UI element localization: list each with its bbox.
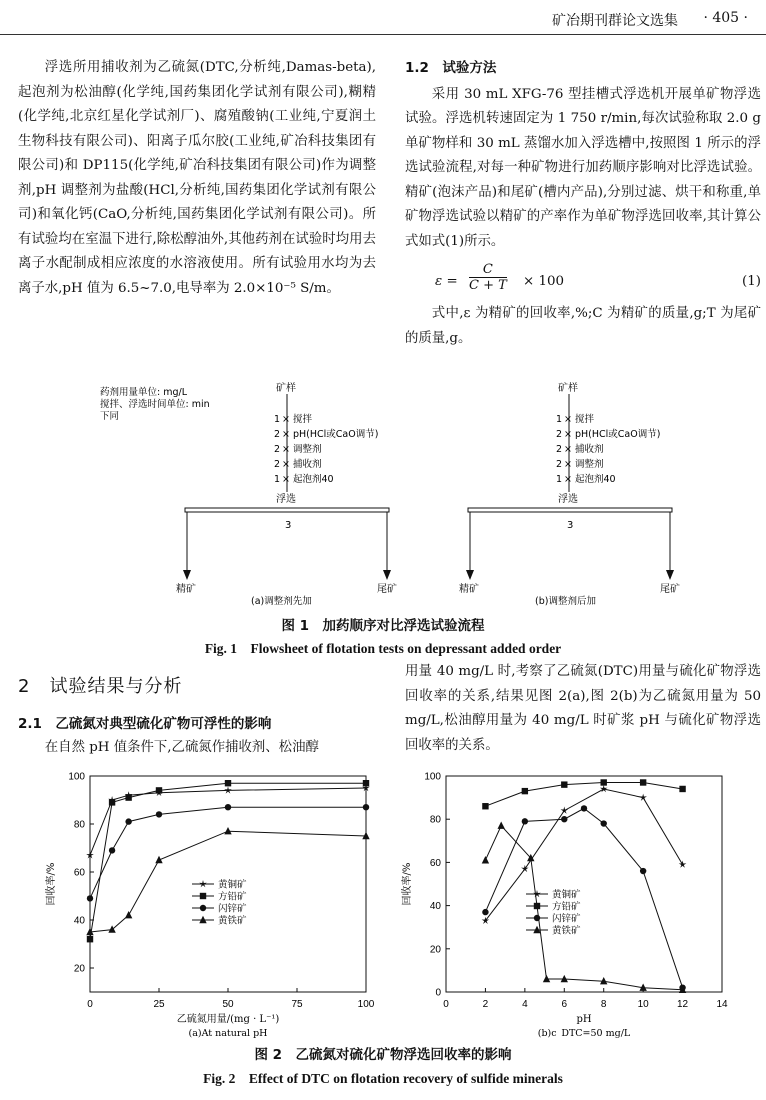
series-line: [485, 783, 682, 807]
circle-marker: [109, 847, 115, 853]
square-marker: [640, 779, 646, 785]
x-tick-label: 0: [87, 999, 93, 1010]
circle-marker: [640, 868, 646, 874]
sample-label-b: 矿样: [558, 383, 578, 394]
star-marker: [679, 861, 687, 868]
units-note-3: 下同: [100, 411, 120, 422]
x-axis-label: pH: [576, 1014, 592, 1025]
square-marker: [109, 799, 115, 805]
square-marker: [522, 788, 528, 794]
step-time: 1: [556, 414, 563, 425]
step-list-b: [556, 413, 660, 485]
step-label: 捕收剂: [293, 459, 322, 470]
legend-label: 黄铁矿: [552, 925, 581, 937]
page-number: · 405 ·: [703, 10, 748, 26]
step-list-a: [274, 413, 378, 485]
cross-icon: ×: [564, 414, 572, 425]
step-time: 1: [274, 474, 281, 485]
cross-icon: ×: [564, 459, 572, 470]
arrow-down-icon: [383, 570, 391, 580]
step-time: 2: [556, 444, 563, 455]
section-1-2-heading: 1.2 试验方法: [405, 60, 497, 76]
square-marker: [482, 803, 488, 809]
flotation-time-a: 3: [285, 520, 292, 531]
circle-marker: [561, 816, 567, 822]
units-note-2: 搅拌、浮选时间单位: min: [100, 399, 210, 410]
page-header: [0, 0, 766, 35]
section-2-1-text-right: 用量 40 mg/L 时,考察了乙硫氮(DTC)用量与硫化矿物浮选回收率的关系,结果见图 2(a),图 2(b)为乙硫氮用量为 50 mg/L,松油醇用量为 40 mg/L 时矿浆 pH 与硫化矿物浮选回收率的关系。: [405, 664, 761, 753]
chart-caption: (b)c_DTC=50 mg/L: [537, 1028, 631, 1038]
arrow-down-icon: [183, 570, 191, 580]
step-label: 调整剂: [293, 444, 322, 455]
flowsheet-svg: [0, 380, 766, 630]
units-note-1: 药剂用量单位: mg/L: [100, 387, 187, 398]
step-label: 捕收剂: [575, 444, 604, 455]
cross-icon: ×: [282, 474, 290, 485]
star-marker: [521, 865, 529, 872]
tail-label-b: 尾矿: [660, 584, 680, 595]
square-marker: [200, 893, 206, 899]
circle-marker: [601, 820, 607, 826]
x-tick-label: 100: [357, 999, 375, 1010]
chart-a-svg: [40, 768, 380, 1038]
x-axis-label: 乙硫氮用量/(mg · L⁻¹): [176, 1014, 280, 1025]
fig1-caption-en: Fig. 1 Flowsheet of flotation tests on depressant added order: [204, 641, 562, 656]
y-tick-label: 100: [68, 771, 85, 783]
flowsheet-b: [459, 381, 680, 607]
circle-marker: [200, 905, 206, 911]
x-tick-label: 2: [482, 999, 489, 1010]
square-marker: [534, 903, 540, 909]
step-time: 1: [274, 414, 281, 425]
square-marker: [363, 780, 369, 786]
y-tick-label: 20: [73, 963, 85, 975]
step-label: 搅拌: [575, 414, 595, 425]
x-tick-label: 12: [677, 999, 689, 1010]
formula-denominator: C + T: [469, 278, 507, 293]
left-column-text: [18, 56, 376, 301]
x-tick-label: 14: [716, 999, 728, 1010]
step-label: pH(HCl或CaO调节): [575, 429, 661, 440]
caption-b: (b)调整剂后加: [535, 596, 596, 607]
flotation-label-b: 浮选: [558, 494, 578, 505]
x-tick-label: 0: [443, 999, 449, 1010]
formula-fraction: [469, 262, 507, 293]
fig1-caption-cn: 图 1 加药顺序对比浮选试验流程: [281, 618, 485, 634]
arrow-down-icon: [666, 570, 674, 580]
chart-b-svg: [396, 768, 736, 1038]
formula-lhs: ε =: [435, 274, 458, 289]
circle-marker: [225, 804, 231, 810]
conc-label-a: 精矿: [176, 584, 196, 595]
arrow-down-icon: [466, 570, 474, 580]
circle-marker: [87, 895, 93, 901]
circle-marker: [363, 804, 369, 810]
formula-1: [405, 262, 761, 296]
x-tick-label: 8: [600, 999, 607, 1010]
formula-numerator: C: [469, 262, 507, 278]
square-marker: [225, 780, 231, 786]
y-tick-label: 80: [429, 814, 441, 826]
series-line: [485, 808, 682, 987]
reagents-paragraph: 浮选所用捕收剂为乙硫氮(DTC,分析纯,Damas-beta),起泡剂为松油醇(化学纯,国药集团化学试剂有限公司),糊精(化学纯,北京红星化学试剂厂)、腐殖酸钠(工业纯,宁夏润土生物科技有限公司)、阳离子瓜尔胶(工业纯,矿冶科技集团有限公司)和 DP115(化学纯,矿冶科技集团有限公司)作为调整剂,pH 调整剂为盐酸(HCl,分析纯,国药集团化学试剂有限公司)和氧化钙(CaO,分析纯,国药集团化学试剂有限公司)。所有试验均在室温下进行,除松醇油外,其他药剂在试验时均用去离子水配制成相应浓度的水溶液使用。所有试验用水均为去离子水,pH 值为 6.5~7.0,电导率为 2.0×10⁻⁵ S/m。: [18, 60, 376, 296]
cross-icon: ×: [564, 444, 572, 455]
triangle-marker: [482, 856, 489, 863]
section-2-1-heading: 2.1 乙硫氮对典型硫化矿物可浮性的影响: [18, 716, 272, 732]
formula-multiplier: × 100: [523, 274, 565, 289]
step-time: 1: [556, 474, 563, 485]
cross-icon: ×: [282, 414, 290, 425]
legend-label: 闪锌矿: [552, 913, 581, 925]
x-tick-label: 4: [522, 999, 528, 1010]
cross-icon: ×: [564, 474, 572, 485]
caption-a: (a)调整剂先加: [251, 596, 312, 607]
right-column-text: [405, 56, 761, 351]
triangle-marker: [125, 911, 132, 918]
circle-marker: [581, 805, 587, 811]
legend-label: 方铅矿: [552, 901, 581, 913]
y-tick-label: 80: [73, 819, 85, 831]
series-circle: [482, 805, 686, 991]
x-tick-label: 75: [291, 999, 303, 1010]
circle-marker: [156, 811, 162, 817]
flotation-bar-b: [468, 508, 672, 512]
legend-label: 黄铜矿: [552, 889, 581, 901]
formula-number: (1): [742, 274, 761, 289]
fig2-caption-cn: 图 2 乙硫氮对硫化矿物浮选回收率的影响: [254, 1047, 512, 1063]
square-marker: [87, 936, 93, 942]
flotation-label-a: 浮选: [276, 494, 296, 505]
y-axis-label: 回收率/%: [402, 862, 413, 906]
triangle-marker: [108, 925, 115, 932]
circle-marker: [125, 818, 131, 824]
triangle-marker: [498, 821, 505, 828]
circle-marker: [522, 818, 528, 824]
step-time: 2: [274, 444, 281, 455]
circle-marker: [482, 909, 488, 915]
y-tick-label: 60: [429, 857, 441, 869]
legend-label: 黄铜矿: [218, 879, 247, 891]
formula-explanation: 式中,ε 为精矿的回收率,%;C 为精矿的质量,g;T 为尾矿的质量,g。: [405, 306, 761, 346]
section-2-1-text-left: 在自然 pH 值条件下,乙硫氮作捕收剂、松油醇: [44, 740, 319, 755]
circle-marker: [534, 915, 540, 921]
step-label: 调整剂: [575, 459, 604, 470]
square-marker: [125, 794, 131, 800]
step-label: 起泡剂40: [575, 474, 616, 485]
chart-caption: (a)At natural pH: [188, 1028, 268, 1038]
x-tick-label: 50: [222, 999, 234, 1010]
series-square: [482, 779, 686, 809]
series-line: [485, 826, 682, 990]
y-tick-label: 40: [429, 901, 441, 913]
y-tick-label: 20: [429, 944, 441, 956]
tail-label-a: 尾矿: [377, 584, 397, 595]
step-time: 2: [556, 429, 563, 440]
step-label: 起泡剂40: [293, 474, 334, 485]
y-tick-label: 100: [424, 771, 441, 783]
step-time: 2: [556, 459, 563, 470]
conc-label-b: 精矿: [459, 584, 479, 595]
square-marker: [679, 786, 685, 792]
y-axis-label: 回收率/%: [46, 862, 57, 906]
method-paragraph: 采用 30 mL XFG-76 型挂槽式浮选机开展单矿物浮选试验。浮选机转速固定为 1 750 r/min,每次试验称取 2.0 g 单矿物样和 30 mL 蒸馏水加入浮选槽中,按照图 1 所示的浮选试验流程,对每一种矿物进行加药顺序影响对比浮选试验。精矿(泡沫产品)和尾矿(槽内产品),分别过滤、烘干和称重,单矿物浮选试验以精矿的产率作为单矿物浮选回收率,其计算公式如式(1)所示。: [405, 86, 761, 249]
star-marker: [600, 785, 608, 792]
step-label: pH(HCl或CaO调节): [293, 429, 379, 440]
cross-icon: ×: [282, 444, 290, 455]
fig2-caption-en: Fig. 2 Effect of DTC on flotation recovery of sulfide minerals: [203, 1071, 563, 1086]
cross-icon: ×: [564, 429, 572, 440]
square-marker: [601, 779, 607, 785]
flotation-bar-a: [185, 508, 389, 512]
legend-label: 黄铁矿: [218, 915, 247, 927]
y-tick-label: 60: [73, 867, 85, 879]
step-time: 2: [274, 429, 281, 440]
x-tick-label: 25: [153, 999, 165, 1010]
square-marker: [561, 781, 567, 787]
legend: [526, 889, 581, 937]
section-2-title: 2 试验结果与分析: [18, 676, 183, 697]
legend-label: 方铅矿: [218, 891, 247, 903]
square-marker: [156, 787, 162, 793]
step-label: 搅拌: [293, 414, 313, 425]
x-tick-label: 6: [561, 999, 568, 1010]
chart-a: [40, 768, 380, 1038]
star-marker: [560, 807, 568, 814]
legend-label: 闪锌矿: [218, 903, 247, 915]
legend: [192, 879, 247, 927]
journal-title: 矿冶期刊群论文选集: [552, 13, 678, 29]
triangle-marker: [155, 856, 162, 863]
triangle-marker: [224, 827, 231, 834]
y-tick-label: 0: [435, 987, 441, 999]
cross-icon: ×: [282, 459, 290, 470]
sample-label-a: 矿样: [276, 383, 296, 394]
flowsheet-a: [176, 381, 397, 607]
step-time: 2: [274, 459, 281, 470]
chart-b: [396, 768, 736, 1038]
flotation-time-b: 3: [567, 520, 574, 531]
flowsheet-figure: [0, 380, 766, 630]
cross-icon: ×: [282, 429, 290, 440]
y-tick-label: 40: [73, 915, 85, 927]
x-tick-label: 10: [637, 999, 649, 1010]
